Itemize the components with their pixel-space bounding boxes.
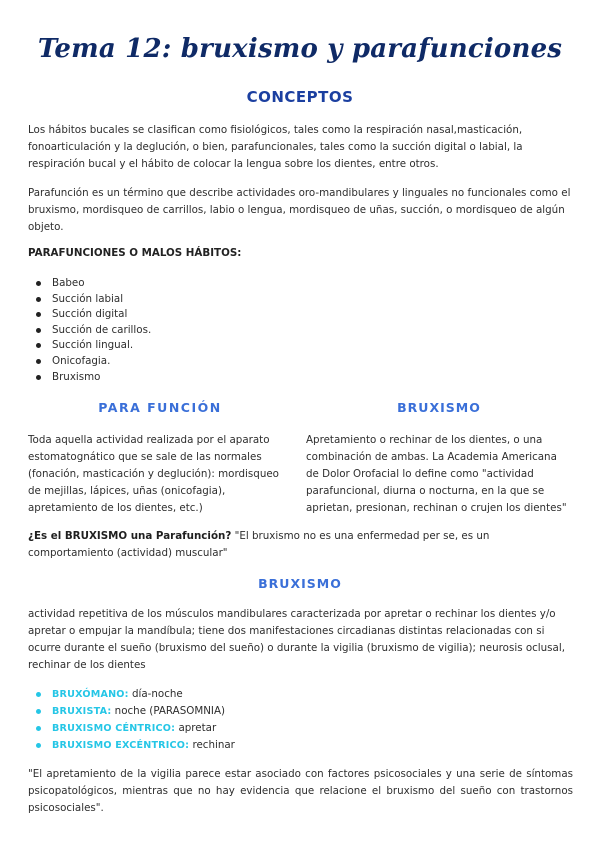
list-item-label: Succión digital [52,308,128,321]
conceptos-paragraph-2: Parafunción es un término que describe actividades oro-mandibulares y linguales no funcionales como el bruxismo, mordisqueo de carrillos, labio o lengua, mordisqueo de uñas, succión, o mordisqueo de algún objeto. [28,187,571,233]
type-value: rechinar [189,739,235,751]
list-item-label: Bruxismo [52,370,101,383]
question-text: ¿Es el BRUXISMO una Parafunción? [28,530,232,542]
list-item [30,292,151,308]
bruxismo-column-text: Apretamiento o rechinar de los dientes, o una combinación de ambas. La Academia Americana de Dolor Orofacial lo define como "actividad parafuncional, diurna o nocturna, en la que se aprietan, presionan, rechinan o crujen los dientes" [306,434,567,514]
bruxismo-quote: "El apretamiento de la vigilia parece estar asociado con factores psicosociales y una serie de síntomas psicopatológicos, mientras que no hay evidencia que relacione el bruxismo del sueño con trastornos psicosociales". [28,768,573,814]
list-item [30,354,151,370]
bullet-icon [36,709,41,714]
bullet-icon [36,743,41,748]
list-item [30,686,235,703]
list-item-label: Succión labial [52,292,124,305]
list-item-label: Onicofagia. [52,354,111,367]
list-item [30,307,151,323]
bullet-icon [36,726,41,731]
page-title: Tema 12: bruxismo y parafunciones [37,34,563,64]
bullet-icon [36,281,41,286]
type-label: BRUXISMO CÉNTRICO: [52,723,176,734]
type-value: apretar [175,722,217,734]
bullet-icon [36,312,41,317]
bullet-icon [36,375,41,380]
type-label: BRUXÓMANO: [52,689,129,700]
list-item [30,338,151,354]
type-value: día-noche [128,688,183,700]
type-value: noche (PARASOMNIA) [111,705,226,717]
bullet-icon [36,328,41,333]
list-item [30,720,235,737]
question-paragraph [28,528,573,562]
bullet-icon [36,359,41,364]
bruxismo-heading: BRUXISMO [258,576,342,591]
bullet-icon [36,343,41,348]
list-item-label: Succión de carillos. [52,323,152,336]
bruxismo-types-list [30,686,235,754]
habitos-list [30,276,151,385]
conceptos-paragraph-1: Los hábitos bucales se clasifican como fisiológicos, tales como la respiración nasal,masticación, fonoarticulación y la deglución, o bien, parafuncionales, tales como la succión digital o labial, la respiración bucal y el hábito de colocar la lengua sobre los dientes, entre otros. [28,124,523,170]
list-item [30,323,151,339]
list-item [30,276,151,292]
list-item [30,370,151,386]
habitos-heading: PARAFUNCIONES O MALOS HÁBITOS: [28,247,242,259]
answer-text: "El bruxismo no es una enfermedad per se, es un comportamiento (actividad) muscular" [28,530,490,559]
bullet-icon [36,692,41,697]
list-item-label: Succión lingual. [52,339,134,352]
bruxismo-column-heading: BRUXISMO [397,400,481,415]
bullet-icon [36,297,41,302]
list-item-label: Babeo [52,277,85,289]
list-item [30,703,235,720]
type-label: BRUXISMO EXCÉNTRICO: [52,740,190,751]
conceptos-heading: CONCEPTOS [246,88,354,106]
list-item [30,737,235,754]
type-label: BRUXISTA: [52,706,112,717]
para-funcion-text: Toda aquella actividad realizada por el aparato estomatognático que se sale de las normales (fonación, masticación y deglución): mordisqueo de mejillas, lápices, uñas (onicofagia), apretamiento de los dientes, etc.) [28,434,279,514]
bruxismo-definition: actividad repetitiva de los músculos mandibulares caracterizada por apretar o rechinar los dientes y/o apretar o empujar la mandíbula; tiene dos manifestaciones circadianas distintas relacionadas con si ocurre durante el sueño (bruxismo del sueño) o durante la vigilia (bruxismo de vigilia); neurosis oclusal, rechinar de los dientes [28,608,565,671]
para-funcion-heading: PARA FUNCIÓN [98,400,222,415]
